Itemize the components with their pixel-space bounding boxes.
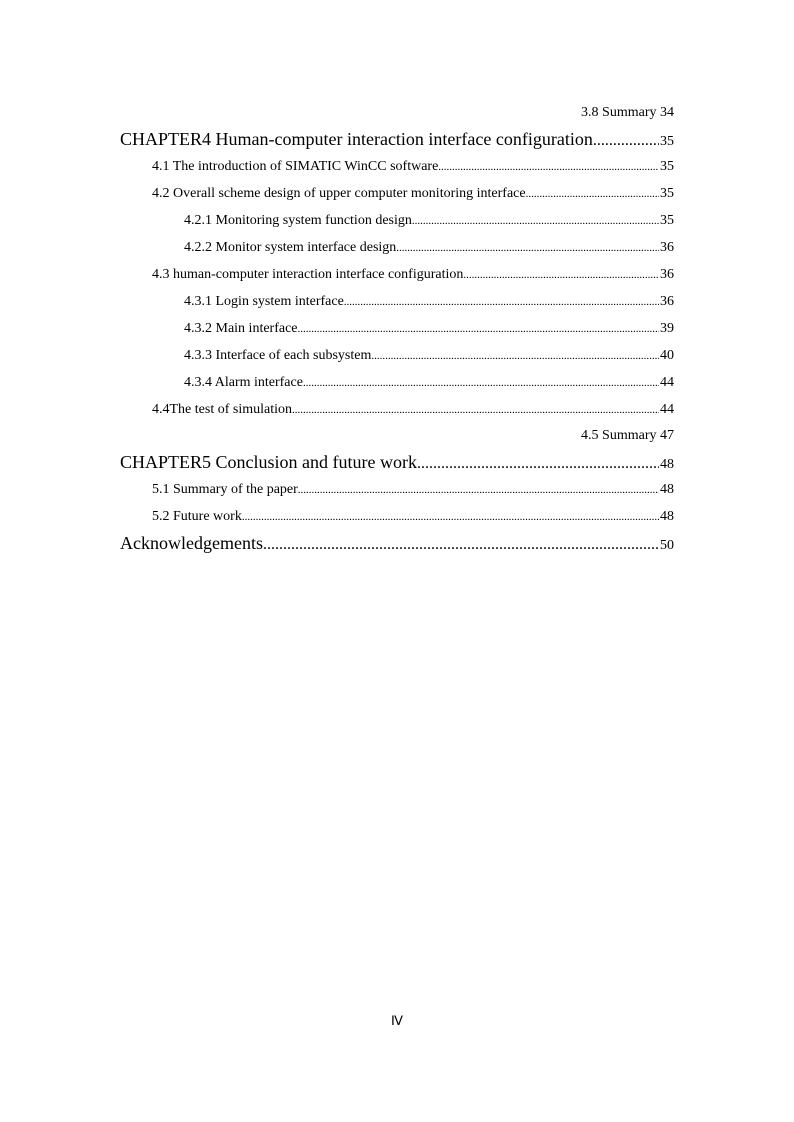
toc-page-number: 39 — [660, 321, 674, 336]
toc-page-number: 40 — [660, 348, 674, 363]
toc-section-entry[interactable] — [120, 503, 674, 530]
toc-subsection-entry[interactable] — [120, 369, 674, 396]
toc-entry-title: CHAPTER4 Human-computer interaction interface configuration — [120, 129, 593, 149]
toc-page-number: 36 — [660, 267, 674, 282]
toc-dot-leader — [344, 288, 659, 315]
toc-entry-title: Acknowledgements — [120, 533, 263, 553]
toc-section-entry[interactable] — [120, 180, 674, 207]
toc-page-number: 48 — [660, 457, 674, 472]
toc-entry-title: 4.1 The introduction of SIMATIC WinCC software — [152, 159, 439, 174]
page-number: Ⅳ — [391, 1014, 403, 1029]
toc-subsection-entry[interactable] — [120, 342, 674, 369]
toc-page-number: 48 — [660, 509, 674, 524]
toc-dot-leader — [292, 396, 659, 423]
toc-entry-title: 4.4The test of simulation — [152, 402, 292, 417]
toc-section-entry[interactable] — [120, 153, 674, 180]
toc-dot-leader — [303, 369, 659, 396]
toc-dot-leader — [438, 153, 659, 180]
toc-dot-leader — [242, 503, 659, 530]
toc-summary-entry[interactable]: 4.5 Summary 47 — [581, 428, 674, 443]
toc-dot-leader — [526, 180, 659, 207]
toc-dot-leader — [298, 315, 659, 342]
toc-page-number: 35 — [660, 213, 674, 228]
toc-dot-leader — [371, 342, 659, 369]
toc-subsection-entry[interactable] — [120, 234, 674, 261]
toc-section-entry[interactable] — [120, 476, 674, 503]
toc-dot-leader — [298, 476, 659, 503]
toc-dot-leader — [463, 261, 659, 288]
toc-entry-title: CHAPTER5 Conclusion and future work — [120, 452, 417, 472]
toc-page-number: 44 — [660, 375, 674, 390]
toc-entry-title: 5.2 Future work — [152, 509, 242, 524]
toc-dot-leader — [593, 126, 659, 153]
toc-dot-leader — [263, 530, 659, 557]
toc-section-entry[interactable] — [120, 261, 674, 288]
toc-dot-leader — [396, 234, 659, 261]
toc-chapter-entry[interactable] — [120, 126, 674, 153]
toc-page-number: 36 — [660, 240, 674, 255]
toc-chapter-entry[interactable] — [120, 449, 674, 476]
toc-entry-title: 4.3.1 Login system interface — [184, 294, 344, 309]
toc-entry-title: 4.2.2 Monitor system interface design — [184, 240, 397, 255]
toc-entry-title: 5.1 Summary of the paper — [152, 482, 298, 497]
toc-page-number: 35 — [660, 186, 674, 201]
toc-entry-title: 4.3 human-computer interaction interface configuration — [152, 267, 464, 282]
toc-page-number: 35 — [660, 134, 674, 149]
toc-subsection-entry[interactable] — [120, 288, 674, 315]
table-of-contents — [120, 100, 674, 557]
toc-page-number: 36 — [660, 294, 674, 309]
toc-entry-title: 4.3.4 Alarm interface — [184, 375, 303, 390]
toc-section-entry[interactable] — [120, 396, 674, 423]
toc-page-number: 44 — [660, 402, 674, 417]
toc-entry-title: 4.3.3 Interface of each subsystem — [184, 348, 372, 363]
toc-entry-title: 4.2 Overall scheme design of upper computer monitoring interface — [152, 186, 526, 201]
toc-summary-entry[interactable]: 3.8 Summary 34 — [581, 105, 674, 120]
toc-page-number: 35 — [660, 159, 674, 174]
toc-entry-title: 4.3.2 Main interface — [184, 321, 298, 336]
toc-page-number: 50 — [660, 538, 674, 553]
toc-entry-title: 4.2.1 Monitoring system function design — [184, 213, 412, 228]
toc-subsection-entry[interactable] — [120, 207, 674, 234]
toc-dot-leader — [412, 207, 659, 234]
toc-subsection-entry[interactable] — [120, 315, 674, 342]
toc-chapter-entry[interactable] — [120, 530, 674, 557]
toc-page-number: 48 — [660, 482, 674, 497]
toc-dot-leader — [417, 449, 659, 476]
